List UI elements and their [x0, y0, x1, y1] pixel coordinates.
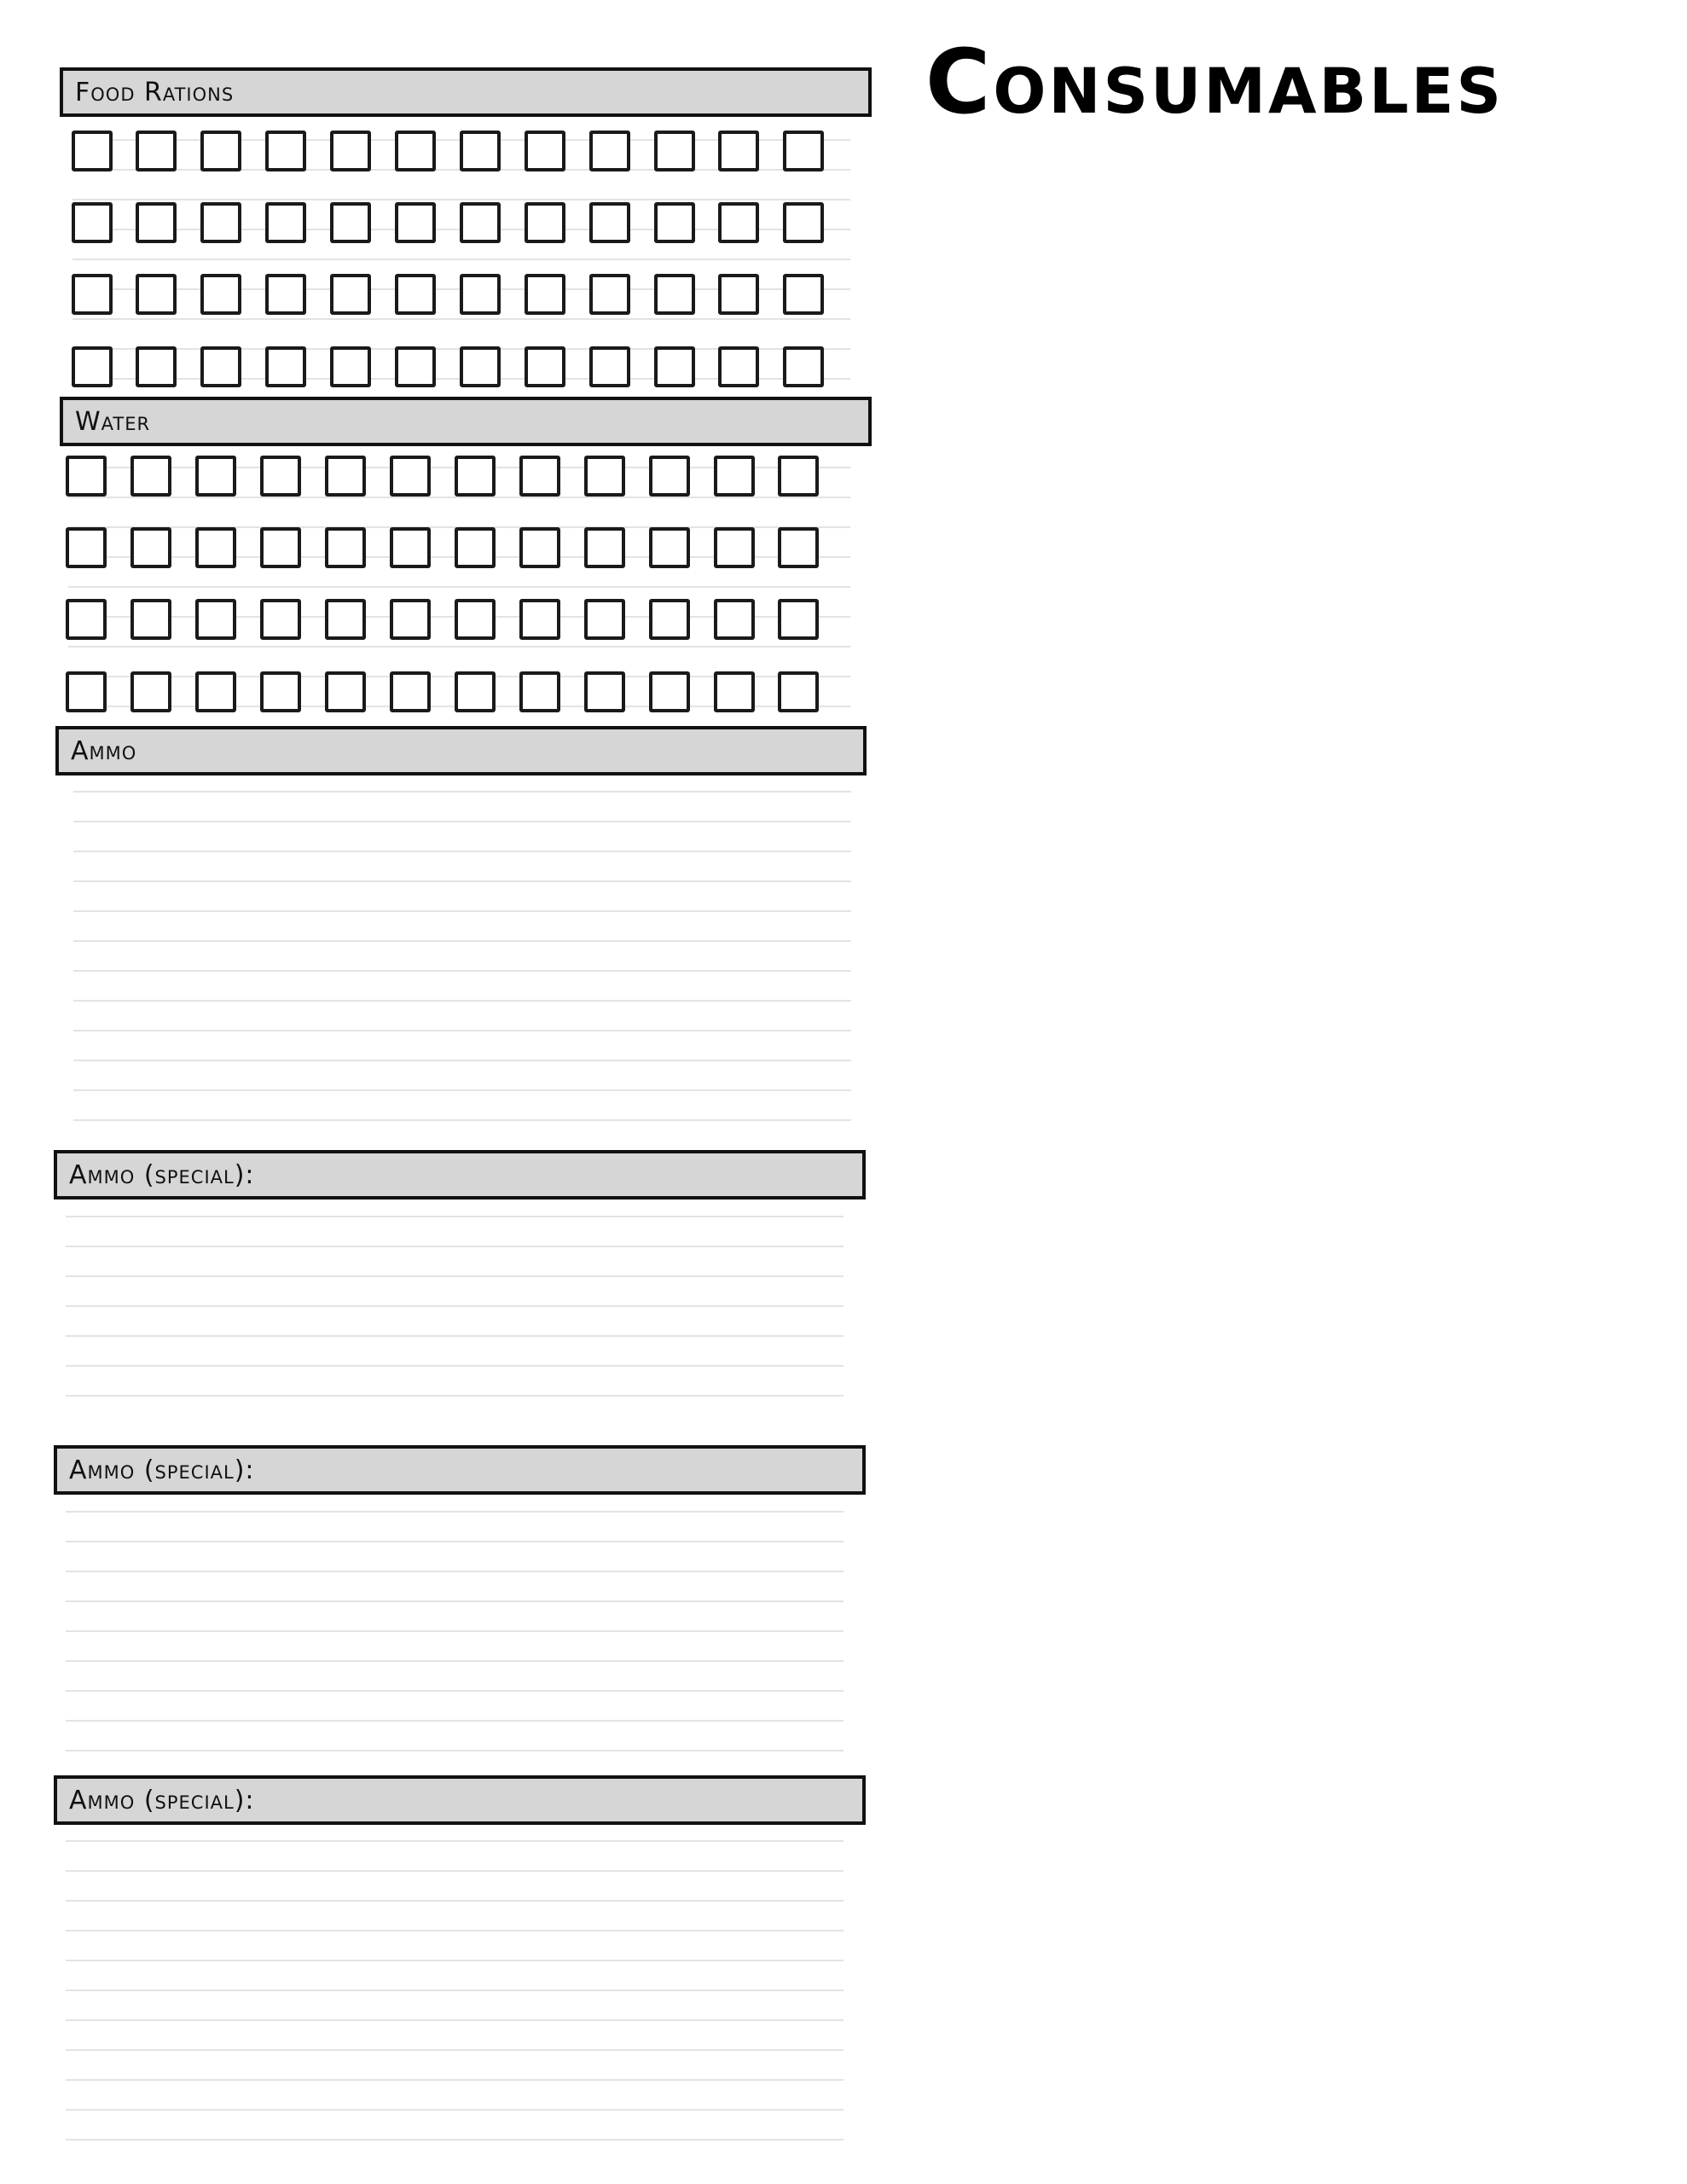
checkbox[interactable] — [778, 527, 819, 568]
ruled-line — [66, 1335, 844, 1337]
water-label: Water — [75, 406, 151, 437]
checkbox[interactable] — [460, 202, 501, 243]
ruled-line — [66, 1395, 844, 1397]
ruled-line — [66, 2049, 844, 2051]
checkbox[interactable] — [66, 599, 107, 640]
ruled-line — [73, 851, 851, 852]
checkbox[interactable] — [519, 599, 560, 640]
ruled-line — [72, 318, 850, 320]
checkbox[interactable] — [783, 274, 824, 315]
ruled-line — [68, 497, 850, 498]
checkbox[interactable] — [72, 274, 113, 315]
ammo-special-1-header — [54, 1150, 866, 1199]
ammo-special-3-label: Ammo (special): — [69, 1785, 255, 1815]
ruled-line — [66, 1246, 844, 1247]
ammo-special-2-header — [54, 1445, 866, 1495]
checkbox[interactable] — [66, 527, 107, 568]
ruled-line — [72, 258, 850, 260]
checkbox[interactable] — [783, 346, 824, 387]
ammo-special-1-label: Ammo (special): — [69, 1159, 255, 1190]
checkbox[interactable] — [584, 456, 625, 497]
food-rations-header — [60, 67, 872, 117]
checkbox[interactable] — [714, 671, 755, 712]
checkbox[interactable] — [325, 671, 366, 712]
checkbox[interactable] — [649, 527, 690, 568]
checkbox[interactable] — [395, 274, 436, 315]
checkbox[interactable] — [455, 527, 496, 568]
checkbox[interactable] — [195, 456, 236, 497]
ruled-line — [66, 2109, 844, 2111]
checkbox[interactable] — [330, 274, 371, 315]
ruled-line — [73, 1119, 851, 1121]
checkbox[interactable] — [390, 671, 431, 712]
checkbox[interactable] — [455, 456, 496, 497]
ruled-line — [66, 1365, 844, 1367]
checkbox[interactable] — [200, 202, 241, 243]
checkbox[interactable] — [718, 274, 759, 315]
checkbox[interactable] — [589, 274, 630, 315]
ruled-line — [66, 2019, 844, 2021]
checkbox[interactable] — [584, 599, 625, 640]
checkbox[interactable] — [265, 131, 306, 171]
water-header — [60, 397, 872, 446]
ruled-line — [66, 1720, 844, 1722]
checkbox[interactable] — [525, 131, 565, 171]
checkbox[interactable] — [195, 599, 236, 640]
ruled-line — [73, 880, 851, 882]
checkbox[interactable] — [589, 131, 630, 171]
ruled-line — [73, 1089, 851, 1091]
checkbox[interactable] — [525, 274, 565, 315]
ruled-line — [73, 1030, 851, 1031]
ammo-header — [55, 726, 867, 775]
ruled-line — [66, 1900, 844, 1902]
checkbox[interactable] — [519, 671, 560, 712]
checkbox[interactable] — [200, 274, 241, 315]
ruled-line — [66, 1511, 844, 1513]
checkbox[interactable] — [130, 456, 171, 497]
checkbox[interactable] — [130, 599, 171, 640]
checkbox[interactable] — [66, 456, 107, 497]
ruled-line — [66, 1840, 844, 1842]
ruled-line — [73, 1000, 851, 1002]
checkbox[interactable] — [72, 346, 113, 387]
ammo-label: Ammo — [71, 735, 137, 766]
checkbox[interactable] — [330, 131, 371, 171]
ruled-line — [73, 791, 851, 793]
checkbox[interactable] — [519, 527, 560, 568]
checkbox[interactable] — [778, 456, 819, 497]
checkbox[interactable] — [330, 202, 371, 243]
checkbox[interactable] — [654, 131, 695, 171]
checkbox[interactable] — [783, 202, 824, 243]
ruled-line — [68, 646, 850, 648]
checkbox[interactable] — [395, 202, 436, 243]
ruled-line — [66, 1989, 844, 1991]
checkbox[interactable] — [72, 131, 113, 171]
checkbox[interactable] — [395, 131, 436, 171]
checkbox[interactable] — [654, 346, 695, 387]
checkbox[interactable] — [649, 671, 690, 712]
checkbox[interactable] — [455, 671, 496, 712]
checkbox[interactable] — [195, 671, 236, 712]
checkbox[interactable] — [778, 599, 819, 640]
ruled-line — [73, 821, 851, 822]
checkbox[interactable] — [460, 131, 501, 171]
checkbox[interactable] — [718, 202, 759, 243]
checkbox[interactable] — [649, 599, 690, 640]
ruled-line — [66, 1960, 844, 1961]
ruled-line — [66, 1930, 844, 1931]
checkbox[interactable] — [718, 346, 759, 387]
ruled-line — [66, 1630, 844, 1632]
ruled-line — [73, 910, 851, 912]
ruled-line — [66, 1305, 844, 1307]
ammo-special-2-label: Ammo (special): — [69, 1455, 255, 1485]
checkbox[interactable] — [778, 671, 819, 712]
checkbox[interactable] — [455, 599, 496, 640]
ruled-line — [72, 199, 850, 200]
checkbox[interactable] — [136, 202, 177, 243]
checkbox[interactable] — [584, 527, 625, 568]
checkbox[interactable] — [718, 131, 759, 171]
checkbox[interactable] — [390, 456, 431, 497]
checkbox[interactable] — [460, 274, 501, 315]
checkbox[interactable] — [525, 202, 565, 243]
ruled-line — [68, 586, 850, 588]
food-rations-label: Food Rations — [75, 77, 235, 107]
ruled-line — [73, 1060, 851, 1061]
checkbox[interactable] — [265, 274, 306, 315]
ruled-line — [66, 1660, 844, 1662]
checkbox[interactable] — [325, 599, 366, 640]
checkbox[interactable] — [136, 346, 177, 387]
checkbox[interactable] — [395, 346, 436, 387]
checkbox[interactable] — [325, 456, 366, 497]
checkbox[interactable] — [589, 202, 630, 243]
checkbox[interactable] — [260, 456, 301, 497]
checkbox[interactable] — [66, 671, 107, 712]
checkbox[interactable] — [654, 202, 695, 243]
checkbox[interactable] — [260, 599, 301, 640]
checkbox[interactable] — [325, 527, 366, 568]
ruled-line — [66, 2079, 844, 2081]
ruled-line — [73, 970, 851, 972]
ruled-line — [66, 1750, 844, 1751]
checkbox[interactable] — [136, 274, 177, 315]
page-title: Consumables — [925, 30, 1504, 134]
checkbox[interactable] — [584, 671, 625, 712]
checkbox[interactable] — [654, 274, 695, 315]
ruled-line — [66, 2139, 844, 2140]
checkbox[interactable] — [265, 346, 306, 387]
checkbox[interactable] — [589, 346, 630, 387]
checkbox[interactable] — [714, 456, 755, 497]
ruled-line — [66, 1541, 844, 1542]
ruled-line — [66, 1600, 844, 1602]
ruled-line — [66, 1690, 844, 1692]
checkbox[interactable] — [72, 202, 113, 243]
checkbox[interactable] — [714, 599, 755, 640]
checkbox[interactable] — [260, 671, 301, 712]
checkbox[interactable] — [460, 346, 501, 387]
checkbox[interactable] — [195, 527, 236, 568]
checkbox[interactable] — [649, 456, 690, 497]
checkbox[interactable] — [136, 131, 177, 171]
ruled-line — [66, 1216, 844, 1217]
checkbox[interactable] — [519, 456, 560, 497]
checkbox[interactable] — [783, 131, 824, 171]
checkbox[interactable] — [390, 599, 431, 640]
ruled-line — [66, 1870, 844, 1872]
checkbox[interactable] — [714, 527, 755, 568]
ammo-special-3-header — [54, 1775, 866, 1825]
checkbox[interactable] — [265, 202, 306, 243]
ruled-line — [66, 1571, 844, 1572]
checkbox[interactable] — [525, 346, 565, 387]
ruled-line — [66, 1275, 844, 1277]
checkbox[interactable] — [130, 527, 171, 568]
checkbox[interactable] — [200, 131, 241, 171]
checkbox[interactable] — [390, 527, 431, 568]
checkbox[interactable] — [260, 527, 301, 568]
checkbox[interactable] — [200, 346, 241, 387]
checkbox[interactable] — [130, 671, 171, 712]
ruled-line — [73, 940, 851, 942]
checkbox[interactable] — [330, 346, 371, 387]
